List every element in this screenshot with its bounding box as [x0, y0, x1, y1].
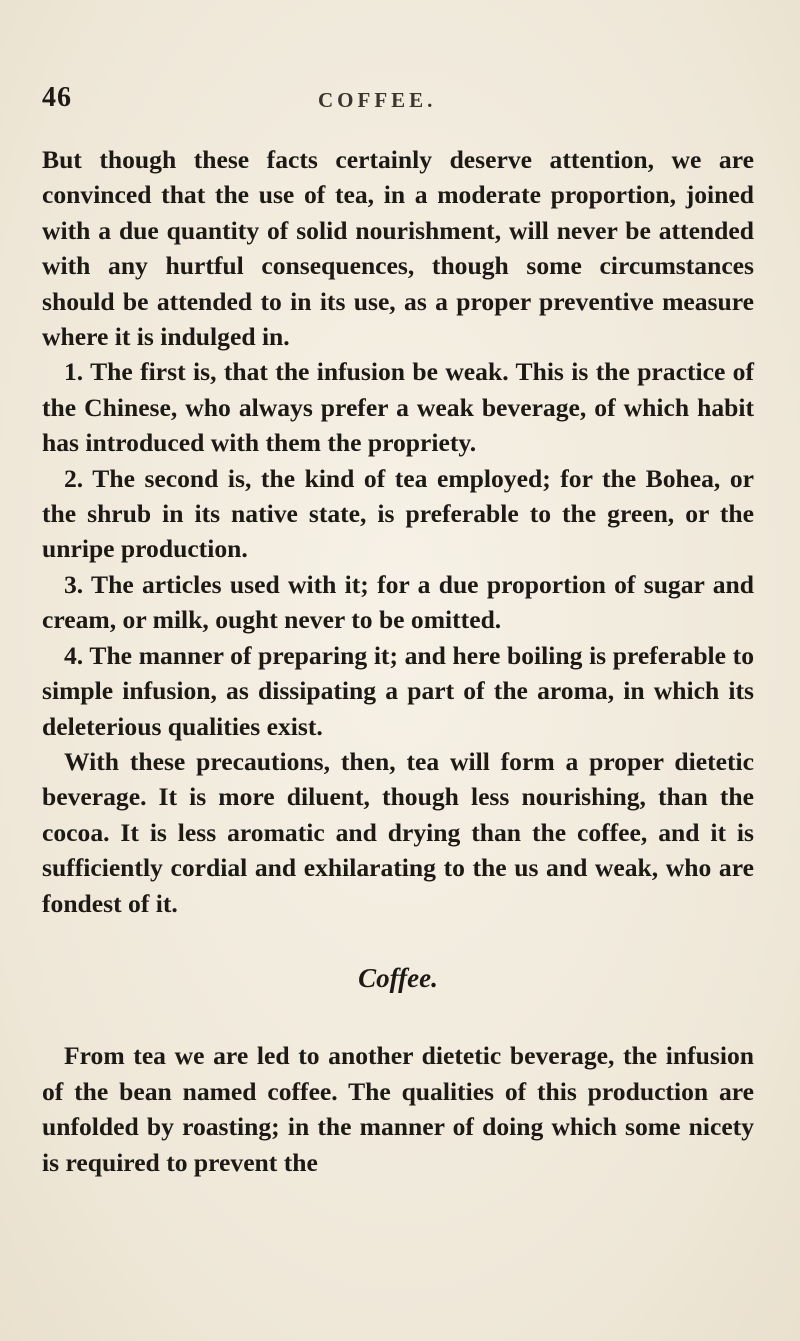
paragraph-intro: But though these facts certainly deserve attention, we are convinced that the use of tea, in a moderate proportion, joined with a due quantity of solid nourishment, will never be attended with any hurtful consequences, though some circumstances should be attended to in its use, as a proper preventive measure where it is indulged in.	[42, 145, 754, 352]
paragraph-point-1: 1. The first is, that the infusion be weak. This is the practice of the Chinese, who always prefer a weak beverage, of which habit has introduced with them the propriety.	[42, 357, 754, 458]
paragraph-conclusion: With these precautions, then, tea will form a proper dietetic beverage. It is more diluent, though less nourishing, than the cocoa. It is less aromatic and drying than the coffee, and it is sufficiently cordial and exhilarating to the us and weak, who are fondest of it.	[42, 746, 754, 918]
page-number: 46	[42, 82, 72, 113]
paragraph-coffee: From tea we are led to another dietetic beverage, the infusion of the bean named coffee. The qualities of this production are unfolded by roasting; in the manner of doing which some nicety is required to prevent the	[42, 1041, 754, 1177]
page-header	[42, 82, 752, 122]
running-head: COFFEE.	[318, 88, 437, 112]
section-heading-coffee: Coffee.	[358, 962, 438, 993]
paragraph-point-4: 4. The manner of preparing it; and here boiling is preferable to simple infusion, as dissipating a part of the aroma, in which its deleterious qualities exist.	[42, 640, 754, 741]
paragraph-point-2: 2. The second is, the kind of tea employed; for the Bohea, or the shrub in its native state, is preferable to the green, or the unripe production.	[42, 463, 754, 564]
body-text	[42, 142, 754, 1180]
paragraph-point-3: 3. The articles used with it; for a due proportion of sugar and cream, or milk, ought never to be omitted.	[42, 569, 754, 635]
